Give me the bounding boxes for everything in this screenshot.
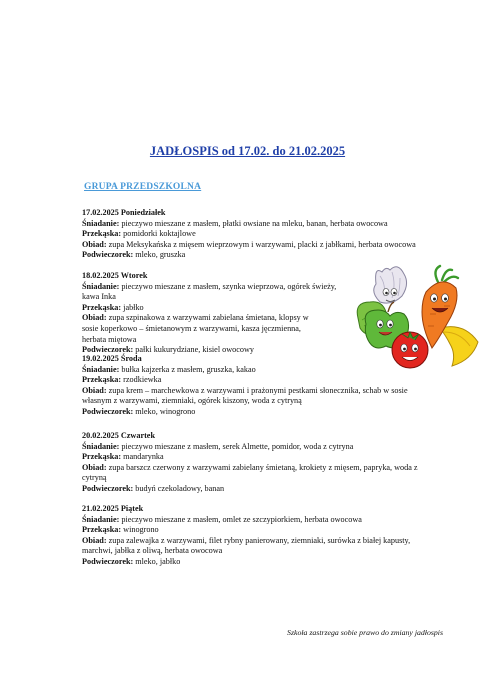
meal-text: mleko, jabłko	[133, 556, 181, 566]
meal-text: marchwi, jabłka z oliwą, herbata owocowa	[82, 546, 223, 556]
meal-snack	[82, 229, 462, 240]
day-date: 21.02.2025 Piątek	[82, 504, 144, 513]
meal-label: Podwieczorek:	[82, 250, 134, 260]
meal-text: pieczywo mieszane z masłem, omlet ze szczypiorkiem, herbata owocowa	[119, 514, 362, 524]
meal-label: Śniadanie:	[82, 441, 120, 451]
meal-text: zupa Meksykańska z mięsem wieprzowym i warzywami, placki z jabłkami, herbata owocowa	[106, 239, 416, 249]
meal-lunch-cont	[82, 335, 350, 346]
meal-text: mandarynka	[121, 452, 164, 462]
meal-label: Śniadanie:	[82, 364, 120, 374]
meal-label: Podwieczorek:	[82, 483, 134, 493]
day-friday	[82, 504, 462, 568]
meal-lunch-cont	[82, 546, 462, 557]
banana-icon	[440, 327, 478, 366]
meal-label: Obiad:	[82, 535, 107, 545]
meal-afternoon-snack	[82, 484, 462, 495]
meal-text: cytryną	[82, 473, 107, 483]
meal-breakfast	[82, 219, 462, 230]
meal-text: pieczywo mieszane z masłem, serek Almette, pomidor, woda z cytryna	[119, 441, 354, 451]
meal-breakfast-cont	[82, 292, 350, 303]
page-title: JADŁOSPIS od 17.02. do 21.02.2025	[149, 144, 346, 158]
meal-label: Podwieczorek:	[82, 345, 134, 355]
meal-snack	[82, 375, 462, 386]
day-date: 18.02.2025 Wtorek	[82, 271, 148, 280]
meal-label: Obiad:	[82, 239, 107, 249]
meal-lunch	[82, 536, 462, 547]
meal-lunch	[82, 240, 462, 251]
meal-text: budyń czekoladowy, banan	[133, 483, 225, 493]
meal-text: zupa szpinakowa z warzywami zabielana śmietana, klopsy w	[106, 313, 309, 323]
group-title: GRUPA PRZEDSZKOLNA	[84, 182, 202, 192]
meal-lunch-cont	[82, 324, 350, 335]
day-date: 20.02.2025 Czwartek	[82, 431, 155, 440]
meal-text: jabłko	[121, 302, 144, 312]
meal-lunch	[82, 313, 350, 324]
meal-afternoon-snack	[82, 250, 462, 261]
meal-text: mleko, winogrono	[133, 406, 196, 416]
meal-label: Przekąska:	[82, 375, 122, 385]
meal-breakfast	[82, 282, 350, 293]
meal-label: Śniadanie:	[82, 218, 120, 228]
meal-label: Podwieczorek:	[82, 406, 134, 416]
vegetables-illustration	[352, 262, 482, 374]
footer-note: Szkoła zastrzega sobie prawo do zmiany jadłospis	[287, 628, 443, 637]
meal-text: mleko, gruszka	[133, 250, 186, 260]
meal-label: Obiad:	[82, 462, 107, 472]
day-date: 19.02.2025 Środa	[82, 354, 142, 363]
day-thursday	[82, 431, 462, 495]
meal-snack	[82, 525, 462, 536]
meal-afternoon-snack	[82, 557, 462, 568]
meal-text: pałki kukurydziane, kisiel owocowy	[133, 345, 254, 355]
meal-text: pomidorki koktajlowe	[121, 229, 196, 239]
meal-afternoon-snack	[82, 407, 462, 418]
meal-text: kawa Inka	[82, 292, 116, 302]
meal-label: Przekąska:	[82, 525, 122, 535]
day-monday	[82, 208, 462, 261]
meal-breakfast	[82, 515, 462, 526]
meal-label: Obiad:	[82, 385, 107, 395]
meal-text: herbata miętowa	[82, 334, 137, 344]
meal-snack	[82, 303, 350, 314]
meal-text: pieczywo mieszane z masłem, płatki owsiane na mleku, banan, herbata owocowa	[119, 218, 388, 228]
meal-text: bułka kajzerka z masłem, gruszka, kakao	[119, 364, 256, 374]
meal-label: Przekąska:	[82, 302, 122, 312]
meal-text: sosie koperkowo – śmietanowym z warzywami, kasza jęczmienna,	[82, 323, 301, 333]
meal-label: Śniadanie:	[82, 514, 120, 524]
cauliflower-icon	[374, 267, 407, 303]
meal-lunch	[82, 463, 462, 474]
meal-text: winogrono	[121, 525, 159, 535]
meal-label: Obiad:	[82, 313, 107, 323]
meal-label: Podwieczorek:	[82, 556, 134, 566]
meal-lunch	[82, 386, 462, 397]
tomato-icon	[392, 332, 428, 368]
meal-text: zupa krem – marchewkowa z warzywami i prażonymi pestkami słonecznika, schab w sosie	[106, 385, 408, 395]
meal-label: Śniadanie:	[82, 281, 120, 291]
meal-text: pieczywo mieszane z masłem, szynka wieprzowa, ogórek świeży,	[119, 281, 337, 291]
meal-label: Przekąska:	[82, 229, 122, 239]
meal-lunch-cont	[82, 473, 462, 484]
day-date: 17.02.2025 Poniedziałek	[82, 208, 166, 217]
meal-lunch-cont	[82, 396, 462, 407]
meal-text: zupa barszcz czerwony z warzywami zabielany śmietaną, krokiety z mięsem, papryka, woda z	[106, 462, 418, 472]
meal-snack	[82, 452, 462, 463]
meal-label: Przekąska:	[82, 452, 122, 462]
meal-breakfast	[82, 442, 462, 453]
meal-text: własnym z warzywami, ziemniaki, ogórek kiszony, woda z cytryną	[82, 396, 302, 406]
meal-text: zupa zalewajka z warzywami, filet rybny panierowany, ziemniaki, surówka z białej kapusty,	[106, 535, 411, 545]
meal-text: rzodkiewka	[121, 375, 162, 385]
